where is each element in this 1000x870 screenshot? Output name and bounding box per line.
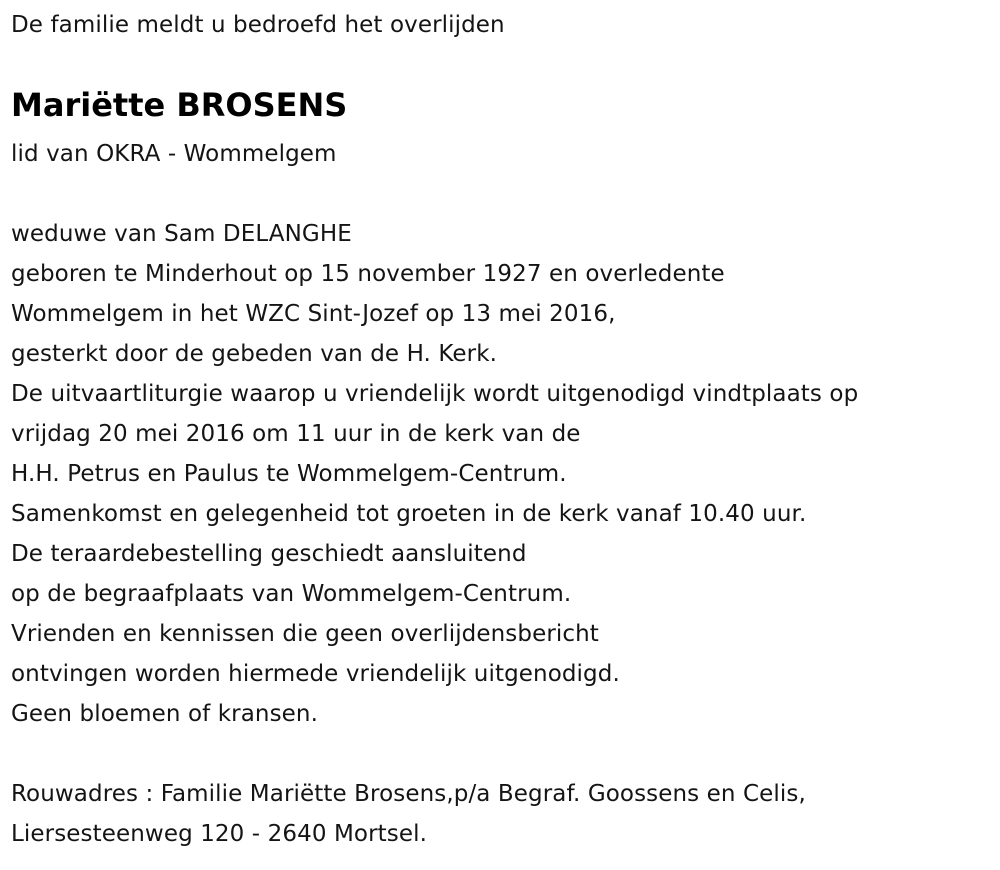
body-line-church: gesterkt door de gebeden van de H. Kerk. (11, 341, 498, 367)
body-line-no-flowers: Geen bloemen of kransen. (11, 701, 319, 727)
body-line-death: Wommelgem in het WZC Sint-Jozef op 13 mei 2016, (11, 301, 616, 327)
membership-text: lid van OKRA - Wommelgem (11, 141, 337, 167)
body-line-funeral-invite: De uitvaartliturgie waarop u vriendelijk wordt uitgenodigd vindtplaats op (11, 381, 859, 407)
body-line-friends: Vrienden en kennissen die geen overlijdensbericht (11, 621, 599, 647)
intro-text: De familie meldt u bedroefd het overlijden (11, 12, 505, 38)
body-line-birth: geboren te Minderhout op 15 november 1927 en overledente (11, 261, 725, 287)
body-line-funeral-date: vrijdag 20 mei 2016 om 11 uur in de kerk van de (11, 421, 581, 447)
address-line-1: Rouwadres : Familie Mariëtte Brosens,p/a Begraf. Goossens en Celis, (11, 781, 806, 807)
body-line-gathering: Samenkomst en gelegenheid tot groeten in de kerk vanaf 10.40 uur. (11, 501, 807, 527)
body-line-funeral-church: H.H. Petrus en Paulus te Wommelgem-Centrum. (11, 461, 567, 487)
address-line-2: Liersesteenweg 120 - 2640 Mortsel. (11, 821, 427, 847)
body-line-invitation: ontvingen worden hiermede vriendelijk uitgenodigd. (11, 661, 620, 687)
deceased-name: Mariëtte BROSENS (11, 86, 348, 124)
body-line-cemetery: op de begraafplaats van Wommelgem-Centrum. (11, 581, 572, 607)
body-line-burial: De teraardebestelling geschiedt aansluitend (11, 541, 527, 567)
body-line-widow: weduwe van Sam DELANGHE (11, 221, 352, 247)
